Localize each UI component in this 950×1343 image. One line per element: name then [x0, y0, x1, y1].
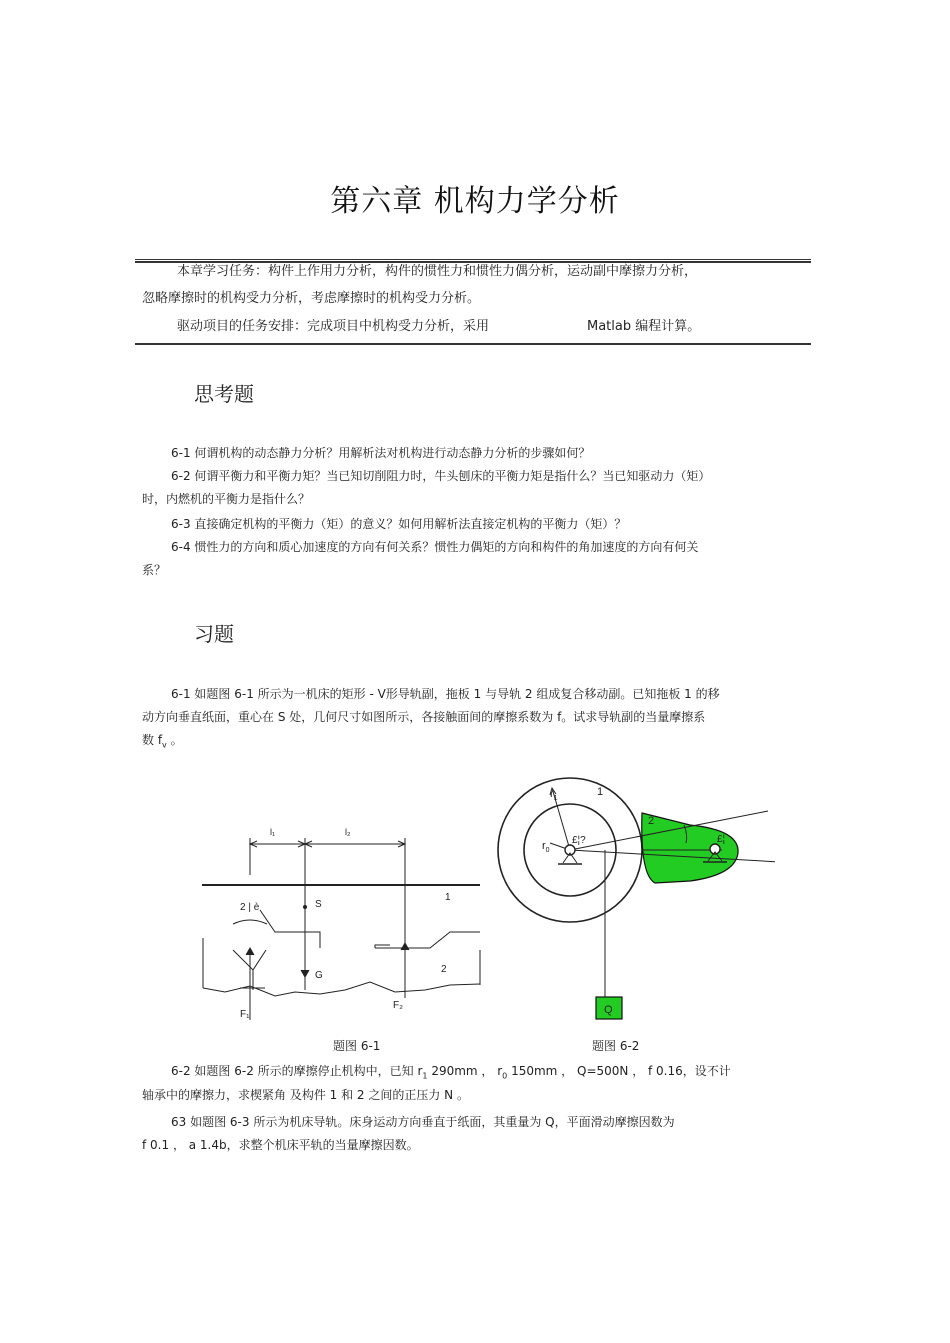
label-l1: l₁ [270, 827, 276, 837]
label-f1: F₁ [240, 1009, 250, 1020]
label-f2: F₂ [393, 1000, 403, 1011]
exercise-6-1b: 动方向垂直纸面，重心在 S 处，几何尺寸如图所示，各接触面间的摩擦系数为 f。试求导轨副的当量摩擦系 [142, 710, 706, 724]
bottom-rule-thick [135, 343, 811, 345]
label-r0: $r_0$ [542, 840, 550, 854]
figure-6-2 [490, 775, 775, 1025]
exercise-6-2a: 6-2 如题图 6-2 所示的摩擦停止机构中，已知 $r_1$ 290mm ， $r_0$ 150mm ， Q=500N ， f 0.16，设不计 [171, 1064, 731, 1081]
question-6-4a: 6-4 惯性力的方向和质心加速度的方向有何关系？惯性力偶矩的方向和构件的角加速度的方向有何关 [171, 540, 699, 554]
label-r1: $r_1$ [550, 788, 558, 802]
label-two: 2 [648, 815, 655, 827]
figure-6-1 [195, 820, 485, 1025]
question-6-1: 6-1 何谓机构的动态静力分析？用解析法对机构进行动态静力分析的步骤如何？ [171, 446, 591, 460]
caption-6-1: 题图 6-1 [333, 1039, 381, 1053]
label-s: S [315, 899, 322, 910]
green-wedge [642, 813, 738, 883]
intro-line-3b: Matlab 编程计算。 [587, 319, 701, 334]
label-2: 2 [441, 964, 447, 975]
chapter-title: 第六章 机构力学分析 [330, 184, 620, 219]
top-rule-thin [135, 259, 811, 260]
label-pivot-right: £¦ [717, 834, 726, 845]
question-6-3: 6-3 直接确定机构的平衡力（矩）的意义？如何用解析法直接定机构的平衡力（矩）？ [171, 517, 627, 531]
question-6-2a: 6-2 何谓平衡力和平衡力矩？当已知切削阻力时，牛头刨床的平衡力矩是指什么？当已知驱动力（矩） [171, 469, 711, 483]
label-one: 1 [597, 786, 604, 798]
question-6-2b: 时，内燃机的平衡力是指什么？ [142, 492, 311, 506]
intro-line-3a: 驱动项目的任务安排：完成项目中机构受力分析，采用 [177, 319, 490, 334]
label-l2: l₂ [345, 827, 351, 837]
thinking-heading: 思考题 [194, 382, 254, 406]
intro-line-2: 忽略摩擦时的机构受力分析，考虑摩擦时的机构受力分析。 [142, 291, 481, 306]
exercise-6-3b: f 0.1 ， a 1.4b，求整个机床平轨的当量摩擦因数。 [142, 1138, 419, 1152]
label-g: G [315, 970, 323, 981]
caption-6-2: 题图 6-2 [592, 1039, 640, 1053]
label-1: 1 [445, 892, 451, 903]
exercises-heading: 习题 [194, 622, 234, 646]
label-pivot-left: £¦? [572, 835, 586, 846]
label-angle: 2 | è [240, 902, 260, 913]
label-q: Q [604, 1004, 613, 1016]
exercise-6-1a: 6-1 如题图 6-1 所示为一机床的矩形 - V形导轨副，拖板 1 与导轨 2 组成复合移动副。已知拖板 1 的移 [171, 687, 720, 701]
exercise-6-3a: 63 如题图 6-3 所示为机床导轨。床身运动方向垂直于纸面，其重量为 Q，平面滑动摩擦因数为 [171, 1115, 675, 1129]
question-6-4b: 系？ [142, 563, 167, 577]
intro-line-1: 本章学习任务：构件上作用力分析，构件的惯性力和惯性力偶分析，运动副中摩擦力分析， [177, 264, 698, 279]
exercise-6-1c: 数 $f_v$ 。 [142, 733, 183, 750]
exercise-6-2b: 轴承中的摩擦力，求楔紧角 及构件 1 和 2 之间的正压力 N 。 [142, 1088, 469, 1102]
